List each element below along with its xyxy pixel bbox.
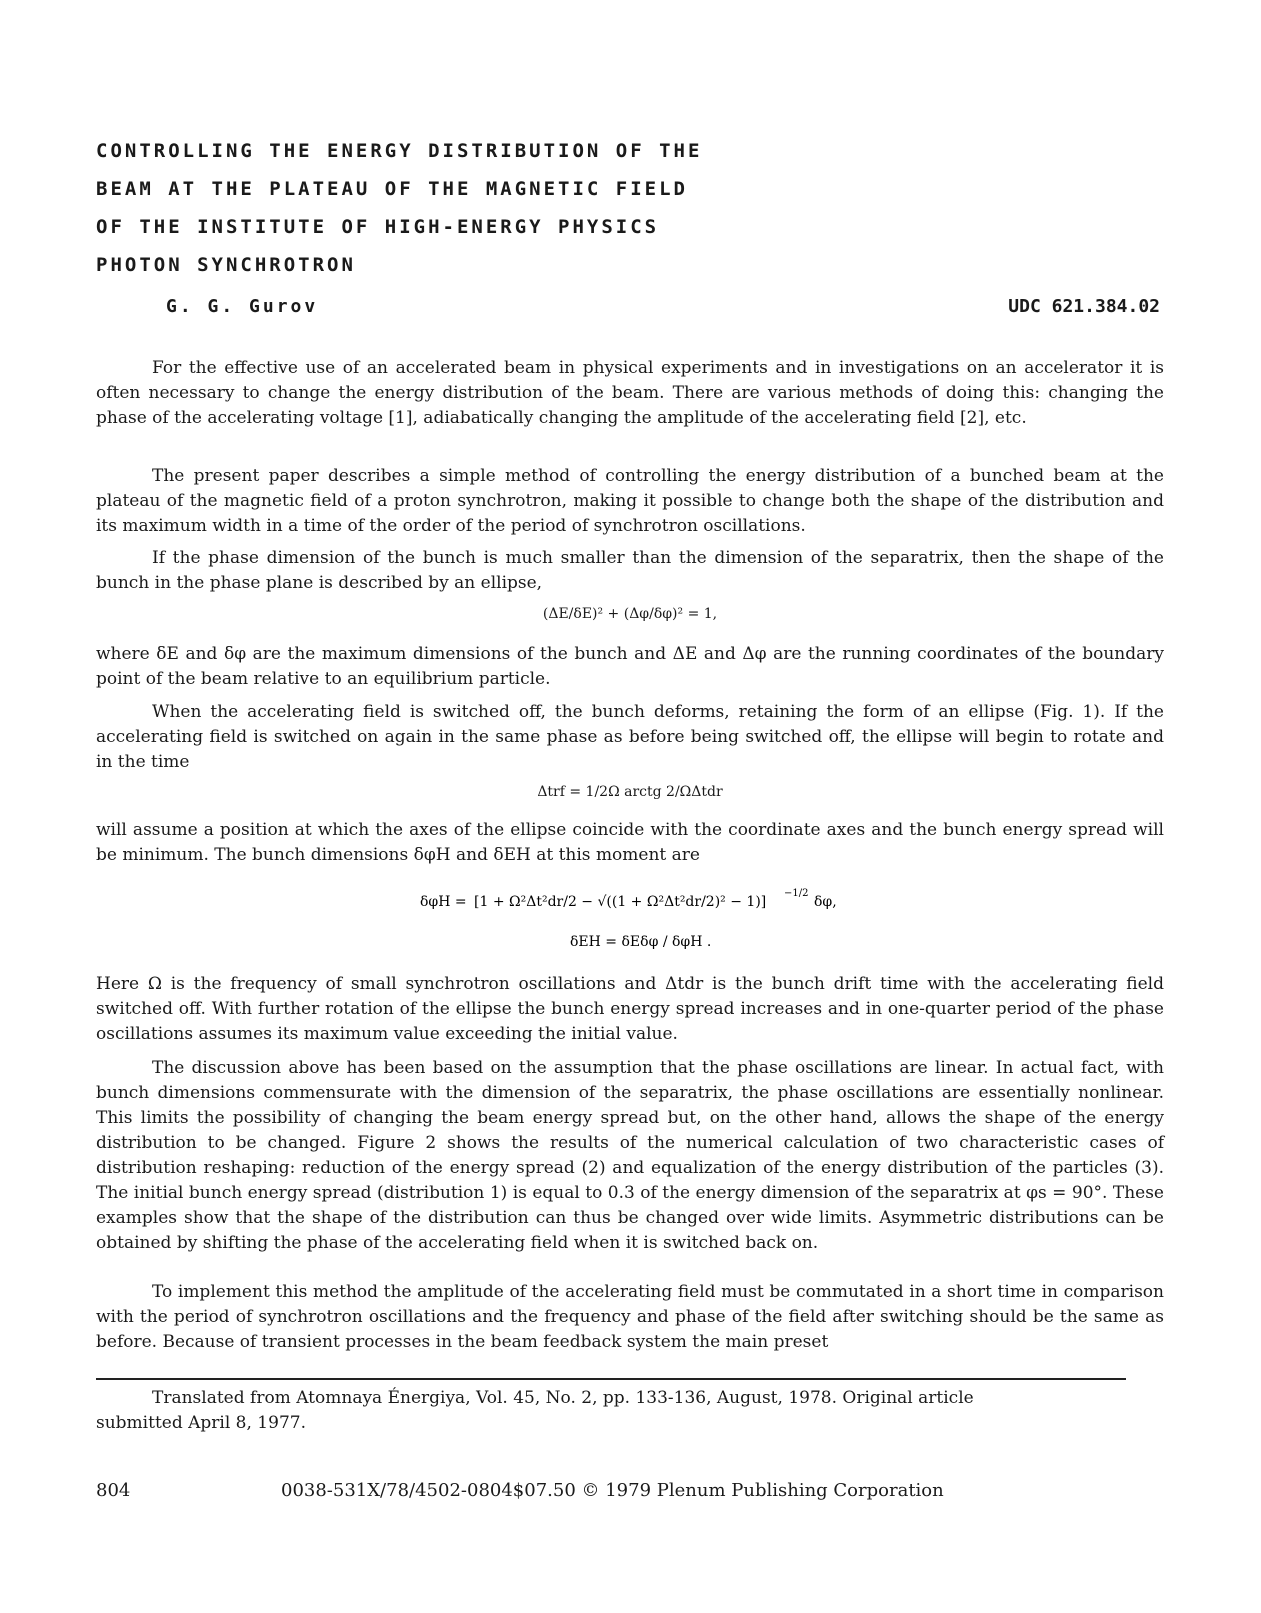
author-name: G. G. Gurov — [166, 296, 319, 317]
footnote-divider — [96, 1378, 1126, 1380]
formula-tail: δφ, — [814, 894, 837, 910]
copyright-line: 0038-531X/78/4502-0804$07.50 © 1979 Plenum Publishing Corporation — [281, 1480, 944, 1501]
footnote-line-2: submitted April 8, 1977. — [96, 1413, 306, 1433]
footnote-line-1: Translated from Atomnaya Énergiya, Vol. 45, No. 2, pp. 133-136, August, 1978. Original article — [152, 1388, 974, 1408]
paragraph-omega: Here Ω is the frequency of small synchrotron oscillations and Δtdr is the bunch drift time with the accelerating field switched off. With further rotation of the ellipse the bunch energy spread increases and in one-quarter period of the phase oscillations assumes its maximum value exceeding the initial value. — [96, 974, 1164, 1044]
formula-exponent: −1/2 — [784, 888, 809, 899]
paragraph-nonlinear: The discussion above has been based on the assumption that the phase oscillations are linear. In actual fact, with bunch dimensions commensurate with the dimension of the separatrix, the phase oscillations are essentially nonlinear. This limits the possibility of changing the beam energy spread but, on the other hand, allows the shape of the energy distribution to be changed. Figure 2 shows the results of the numerical calculation of two characteristic cases of distribution reshaping: reduction of the energy spread (2) and equalization of the energy distribution of the particles (3). The initial bunch energy spread (distribution 1) is equal to 0.3 of the energy dimension of the separatrix at φs = 90°. These examples show that the shape of the distribution can thus be changed over wide limits. Asymmetric distributions can be obtained by shifting the phase of the accelerating field when it is switched back on. — [96, 1058, 1164, 1253]
formula-lhs: δφH = — [420, 894, 467, 910]
equation-time: Δtrf = 1/2Ω arctg 2/ΩΔtdr — [537, 784, 723, 800]
paragraph-method: The present paper describes a simple method of controlling the energy distribution of a bunched beam at the plateau of the magnetic field of a proton synchrotron, making it possible to change both the shape of the distribution and its maximum width in a time of the order of the period of synchrotron oscillations. — [96, 466, 1164, 536]
title-line-3: OF THE INSTITUTE OF HIGH-ENERGY PHYSICS — [96, 216, 660, 238]
paragraph-switch-off: When the accelerating field is switched off, the bunch deforms, retaining the form of an ellipse (Fig. 1). If the accelerating field is switched on again in the same phase as before being switched off, the ellipse will begin to rotate and in the time — [96, 702, 1164, 772]
paper-title — [96, 132, 816, 284]
formula-bracket-expr: [1 + Ω²Δt²dr/2 − √((1 + Ω²Δt²dr/2)² − 1)] — [474, 894, 767, 910]
paragraph-intro: For the effective use of an accelerated beam in physical experiments and in investigations on an accelerator it is often necessary to change the energy distribution of the beam. There are various methods of doing this: changing the phase of the accelerating voltage [1], adiabatically changing the amplitude of the accelerating field [2], etc. — [96, 358, 1164, 428]
equation-ellipse: (ΔE/δE)² + (Δφ/δφ)² = 1, — [542, 606, 718, 622]
paragraph-implementation: To implement this method the amplitude of the accelerating field must be commutated in a short time in comparison with the period of synchrotron oscillations and the frequency and phase of the field after switching should be the same as before. Because of transient processes in the beam feedback system the main preset — [96, 1282, 1164, 1352]
formula-delta-phi — [420, 880, 860, 960]
title-line-1: CONTROLLING THE ENERGY DISTRIBUTION OF THE — [96, 140, 703, 162]
page-number: 804 — [96, 1480, 131, 1501]
paragraph-minimum: will assume a position at which the axes of the ellipse coincide with the coordinate axes and the bunch energy spread will be minimum. The bunch dimensions δφH and δEH at this moment are — [96, 820, 1164, 865]
udc-code: UDC 621.384.02 — [1008, 296, 1160, 317]
footnote — [96, 1386, 1156, 1436]
formula-delta-e: δEH = δEδφ / δφH . — [570, 934, 712, 950]
title-line-4: PHOTON SYNCHROTRON — [96, 254, 356, 276]
paragraph-definitions: where δE and δφ are the maximum dimensions of the bunch and ΔE and Δφ are the running coordinates of the boundary point of the beam relative to an equilibrium particle. — [96, 644, 1164, 689]
paragraph-ellipse: If the phase dimension of the bunch is much smaller than the dimension of the separatrix, then the shape of the bunch in the phase plane is described by an ellipse, — [96, 548, 1164, 593]
title-line-2: BEAM AT THE PLATEAU OF THE MAGNETIC FIELD — [96, 178, 688, 200]
